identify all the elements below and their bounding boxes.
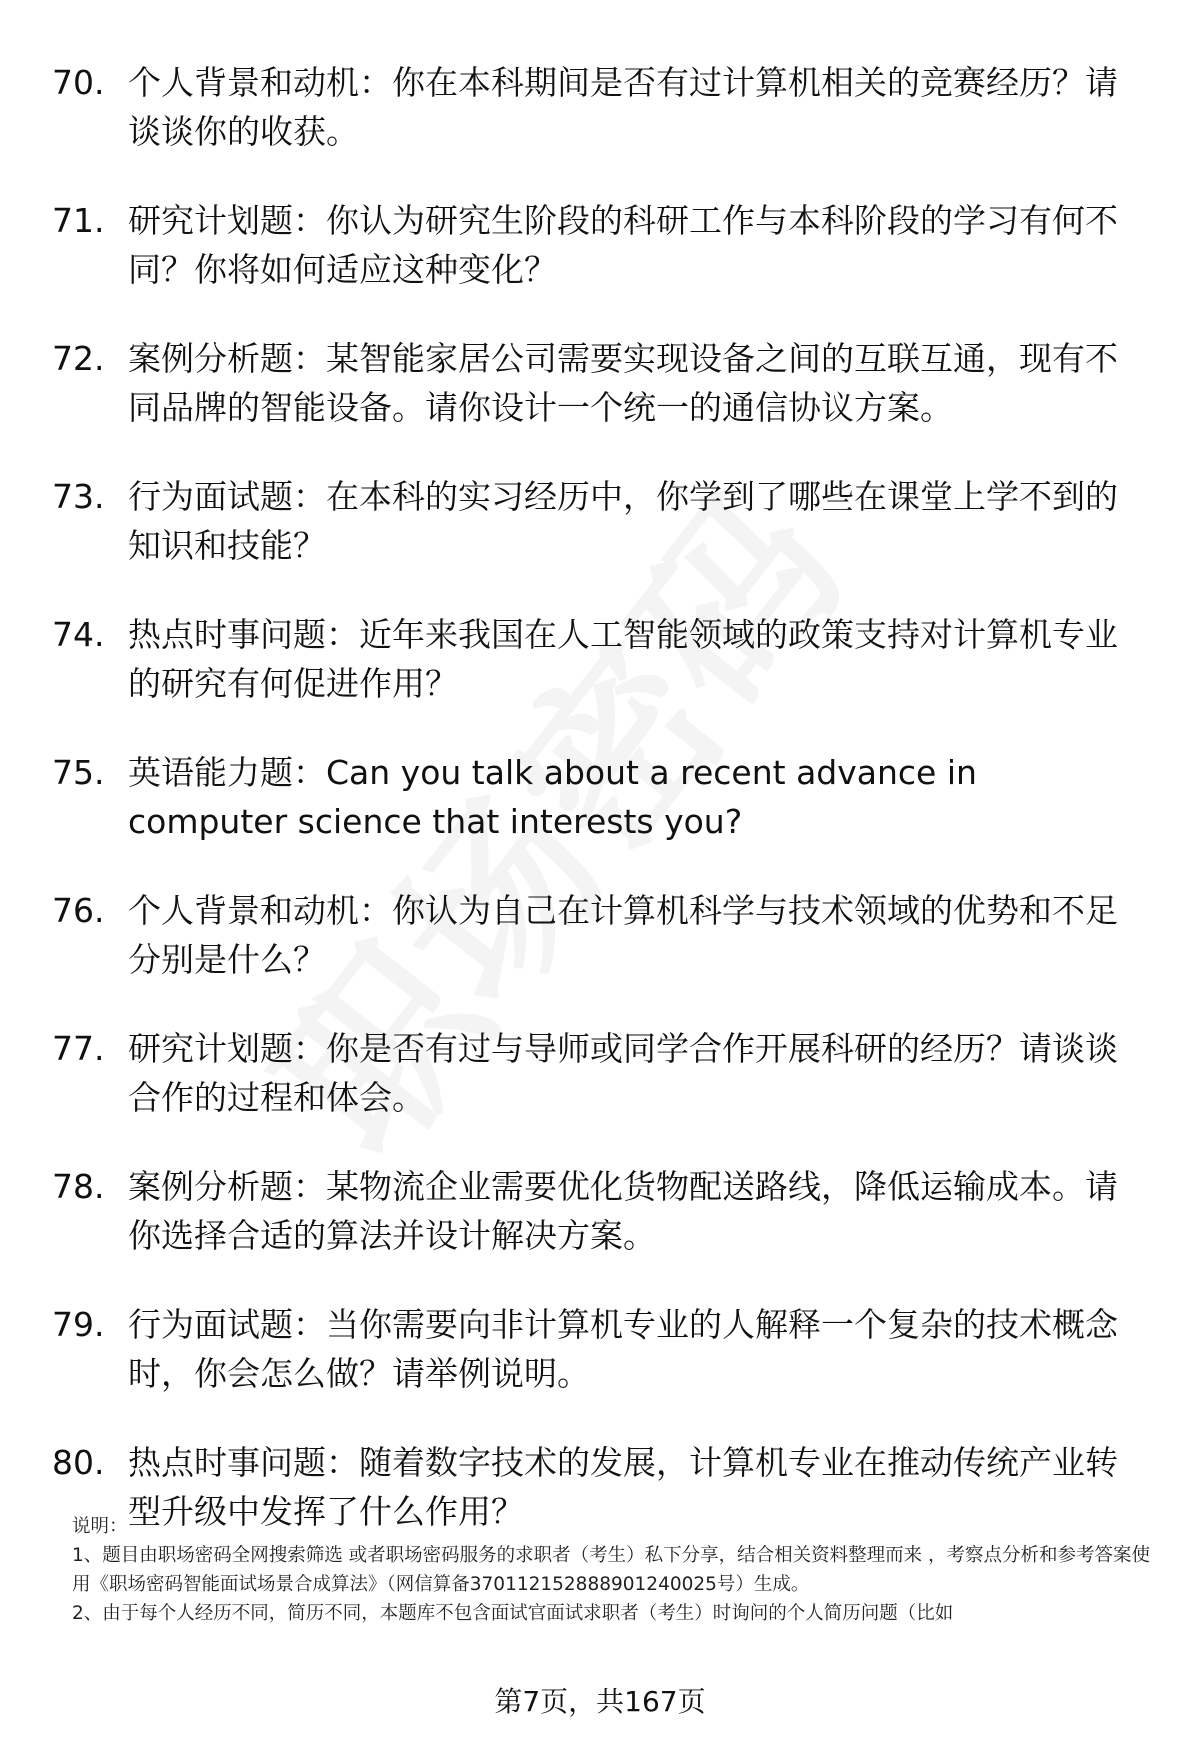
- question-item: [0, 886, 1200, 984]
- question-text: 行为面试题：在本科的实习经历中，你学到了哪些在课堂上学不到的知识和技能？: [128, 477, 1118, 565]
- question-number: 71.: [52, 201, 105, 240]
- question-text: 研究计划题：你认为研究生阶段的科研工作与本科阶段的学习有何不同？你将如何适应这种变化？: [128, 201, 1118, 289]
- question-text: 热点时事问题：近年来我国在人工智能领域的政策支持对计算机专业的研究有何促进作用？: [128, 615, 1118, 703]
- question-number: 76.: [52, 891, 105, 930]
- question-number: 79.: [52, 1305, 105, 1344]
- notes-item-1: 1、题目由职场密码全网搜索筛选 或者职场密码服务的求职者（考生）私下分享，结合相关资料整理而来 ，考察点分析和参考答案使用《职场密码智能面试场景合成算法》（网信算备370112152888901240025号）生成。: [72, 1545, 1151, 1595]
- question-item: [0, 610, 1200, 708]
- question-item: [0, 1300, 1200, 1398]
- question-text: 案例分析题：某智能家居公司需要实现设备之间的互联互通，现有不同品牌的智能设备。请你设计一个统一的通信协议方案。: [128, 339, 1118, 427]
- question-number: 74.: [52, 615, 105, 654]
- question-list: [0, 58, 1200, 1576]
- question-text: 个人背景和动机：你认为自己在计算机科学与技术领域的优势和不足分别是什么？: [128, 891, 1118, 979]
- question-number: 70.: [52, 63, 105, 102]
- notes-section: [72, 1512, 1162, 1628]
- question-text: 案例分析题：某物流企业需要优化货物配送路线，降低运输成本。请你选择合适的算法并设计解决方案。: [128, 1167, 1118, 1255]
- question-item: [0, 58, 1200, 156]
- question-number: 78.: [52, 1167, 105, 1206]
- question-item: [0, 196, 1200, 294]
- question-item: [0, 1162, 1200, 1260]
- question-text: 英语能力题：Can you talk about a recent advance in computer science that interests you?: [128, 753, 977, 841]
- question-number: 77.: [52, 1029, 105, 1068]
- question-number: 72.: [52, 339, 105, 378]
- notes-heading: 说明：: [72, 1516, 128, 1537]
- question-item: [0, 748, 1200, 846]
- question-item: [0, 472, 1200, 570]
- page-number: 第7页，共167页: [494, 1685, 706, 1718]
- question-number: 75.: [52, 753, 105, 792]
- question-text: 个人背景和动机：你在本科期间是否有过计算机相关的竞赛经历？请谈谈你的收获。: [128, 63, 1118, 151]
- question-text: 热点时事问题：随着数字技术的发展，计算机专业在推动传统产业转型升级中发挥了什么作用？: [128, 1443, 1118, 1531]
- question-text: 行为面试题：当你需要向非计算机专业的人解释一个复杂的技术概念时，你会怎么做？请举例说明。: [128, 1305, 1118, 1393]
- question-number: 80.: [52, 1443, 105, 1482]
- question-item: [0, 1024, 1200, 1122]
- question-number: 73.: [52, 477, 105, 516]
- notes-item-2: 2、由于每个人经历不同，简历不同，本题库不包含面试官面试求职者（考生）时询问的个人简历问题（比如: [72, 1603, 954, 1624]
- question-text: 研究计划题：你是否有过与导师或同学合作开展科研的经历？请谈谈合作的过程和体会。: [128, 1029, 1118, 1117]
- question-item: [0, 334, 1200, 432]
